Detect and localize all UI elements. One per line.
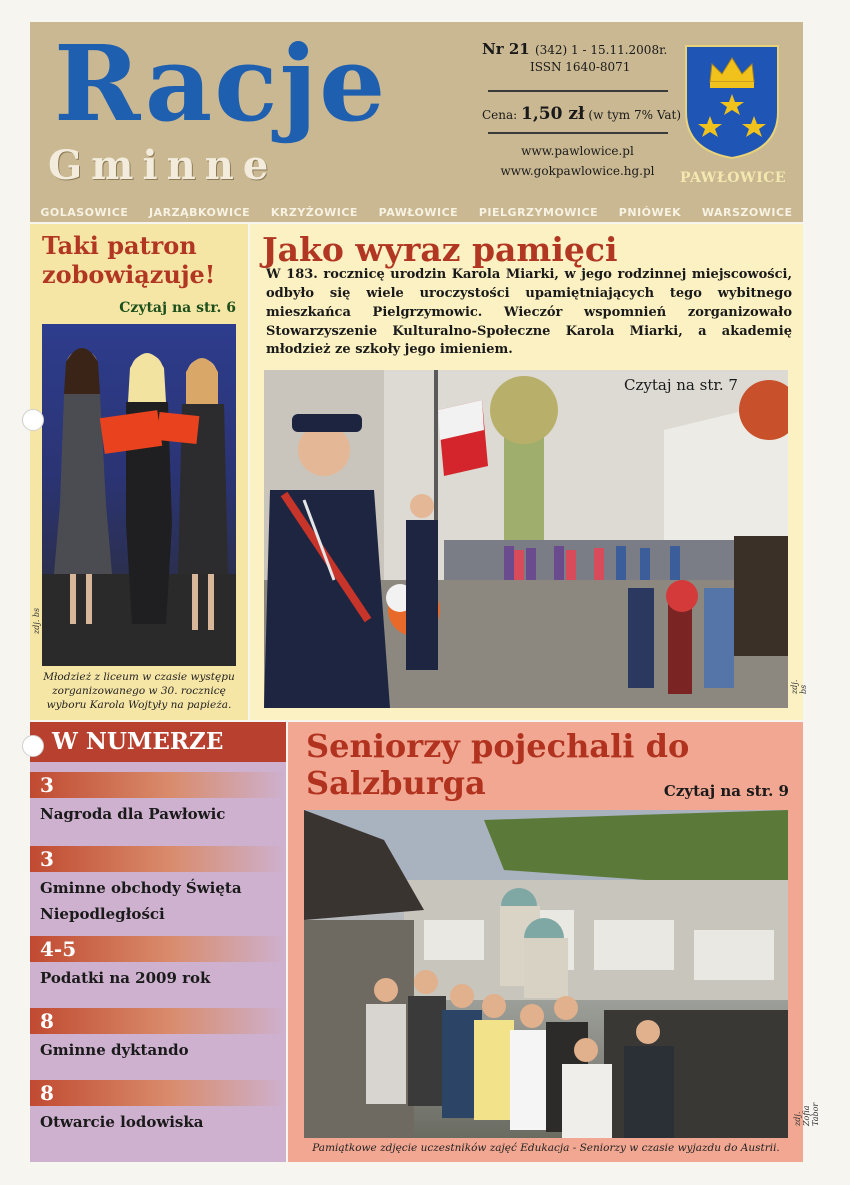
crest-label: PAWŁOWICE [679, 170, 787, 186]
students-performance-photo [42, 324, 236, 666]
main-headline[interactable]: Jako wyraz pamięci [262, 230, 618, 269]
village-name: PAWŁOWICE [378, 205, 459, 219]
patron-read-more[interactable]: Czytaj na str. 6 [119, 300, 236, 316]
photo-caption: Młodzież z liceum w czasie występu zorganizowanego w 30. rocznicę wyboru Karola Wojtyły na papieża. [43, 671, 235, 712]
price [482, 104, 681, 124]
toc-page-number: 4-5 [30, 936, 286, 962]
commemoration-parade-photo [264, 370, 788, 708]
issue-detail: (342) 1 - 15.11.2008r. [534, 43, 668, 57]
salzburg-article [288, 722, 820, 1162]
toc-page-number: 8 [30, 1080, 286, 1106]
issue-line [482, 40, 667, 58]
toc-entry[interactable] [30, 1080, 286, 1136]
toc-entry-title: Otwarcie lodowiska [40, 1113, 204, 1131]
title-gminne: Gminne [48, 142, 278, 189]
village-name: PNIÓWEK [618, 205, 682, 219]
salzburg-headline[interactable]: Seniorzy pojechali do Salzburga [306, 727, 690, 802]
crown-and-stars-crest-icon [682, 42, 782, 160]
toc-entry-title: Nagroda dla Pawłowic [40, 805, 226, 823]
village-name: GOLASOWICE [40, 205, 129, 219]
price-note: (w tym 7% Vat) [588, 108, 682, 122]
toc-page-number: 3 [30, 772, 286, 798]
toc-entry[interactable] [30, 936, 286, 992]
divider [488, 90, 668, 92]
issue-prefix: Nr [482, 40, 504, 58]
masthead [30, 22, 803, 222]
villages-bar [30, 202, 803, 222]
photo-credit: zdj. bs [790, 679, 808, 694]
photo-credit: zdj. bs [32, 607, 41, 634]
main-lead-text: W 183. rocznicę urodzin Karola Miarki, w jego rodzinnej miejscowości, odbyło się wiele uroczystości upamiętniających tego wybitnego mieszkańca Pielgrzymowic. Wieczór wspomnień zorganizowało Stowarzyszenie Kulturalno-Społeczne Karola Miarki, a akademię młodzież ze szkoły jego imieniem. [266, 267, 792, 358]
photo-credit: zdj. Zofia Tabor [793, 1102, 820, 1126]
toc-entry[interactable] [30, 846, 286, 927]
issn: ISSN 1640-8071 [530, 60, 631, 74]
title-racje: Racje [54, 22, 388, 145]
salzburg-read-more[interactable]: Czytaj na str. 9 [663, 782, 789, 800]
parade-photo-illustration [264, 370, 788, 708]
binder-hole [22, 735, 44, 757]
village-name: JARZĄBKOWICE [149, 205, 251, 219]
toc-entry-title: Gminne obchody Święta Niepodległości [40, 879, 242, 923]
divider [488, 132, 668, 134]
toc-page-number: 8 [30, 1008, 286, 1034]
in-this-issue-box [30, 722, 286, 1162]
patron-section [30, 224, 248, 720]
price-value: 1,50 zł [521, 104, 585, 124]
toc-entry-title: Gminne dyktando [40, 1041, 189, 1059]
village-name: WARSZOWICE [701, 205, 793, 219]
toc-entry-title: Podatki na 2009 rok [40, 969, 211, 987]
price-label: Cena: [482, 108, 518, 122]
village-name: PIELGRZYMOWICE [478, 205, 599, 219]
issue-number: 21 [508, 40, 530, 58]
toc-entry[interactable] [30, 772, 286, 828]
students-photo-illustration [42, 324, 236, 666]
toc-page-number: 3 [30, 846, 286, 872]
binder-hole [22, 409, 44, 431]
patron-headline[interactable]: Taki patron zobowiązuje! [42, 231, 216, 289]
toc-heading: W NUMERZE [30, 722, 286, 762]
salzburg-group-photo [304, 810, 788, 1138]
main-article [250, 224, 808, 720]
photo-caption: Pamiątkowe zdjęcie uczestników zajęć Edukacja - Seniorzy w czasie wyjazdu do Austrii. [312, 1142, 780, 1154]
website-link[interactable]: www.gokpawlowice.hg.pl [500, 164, 655, 178]
village-name: KRZYŻOWICE [270, 205, 358, 219]
toc-entry[interactable] [30, 1008, 286, 1064]
website-link[interactable]: www.pawlowice.pl [521, 144, 634, 158]
main-read-more[interactable]: Czytaj na str. 7 [624, 376, 738, 394]
salzburg-photo-illustration [304, 810, 788, 1138]
